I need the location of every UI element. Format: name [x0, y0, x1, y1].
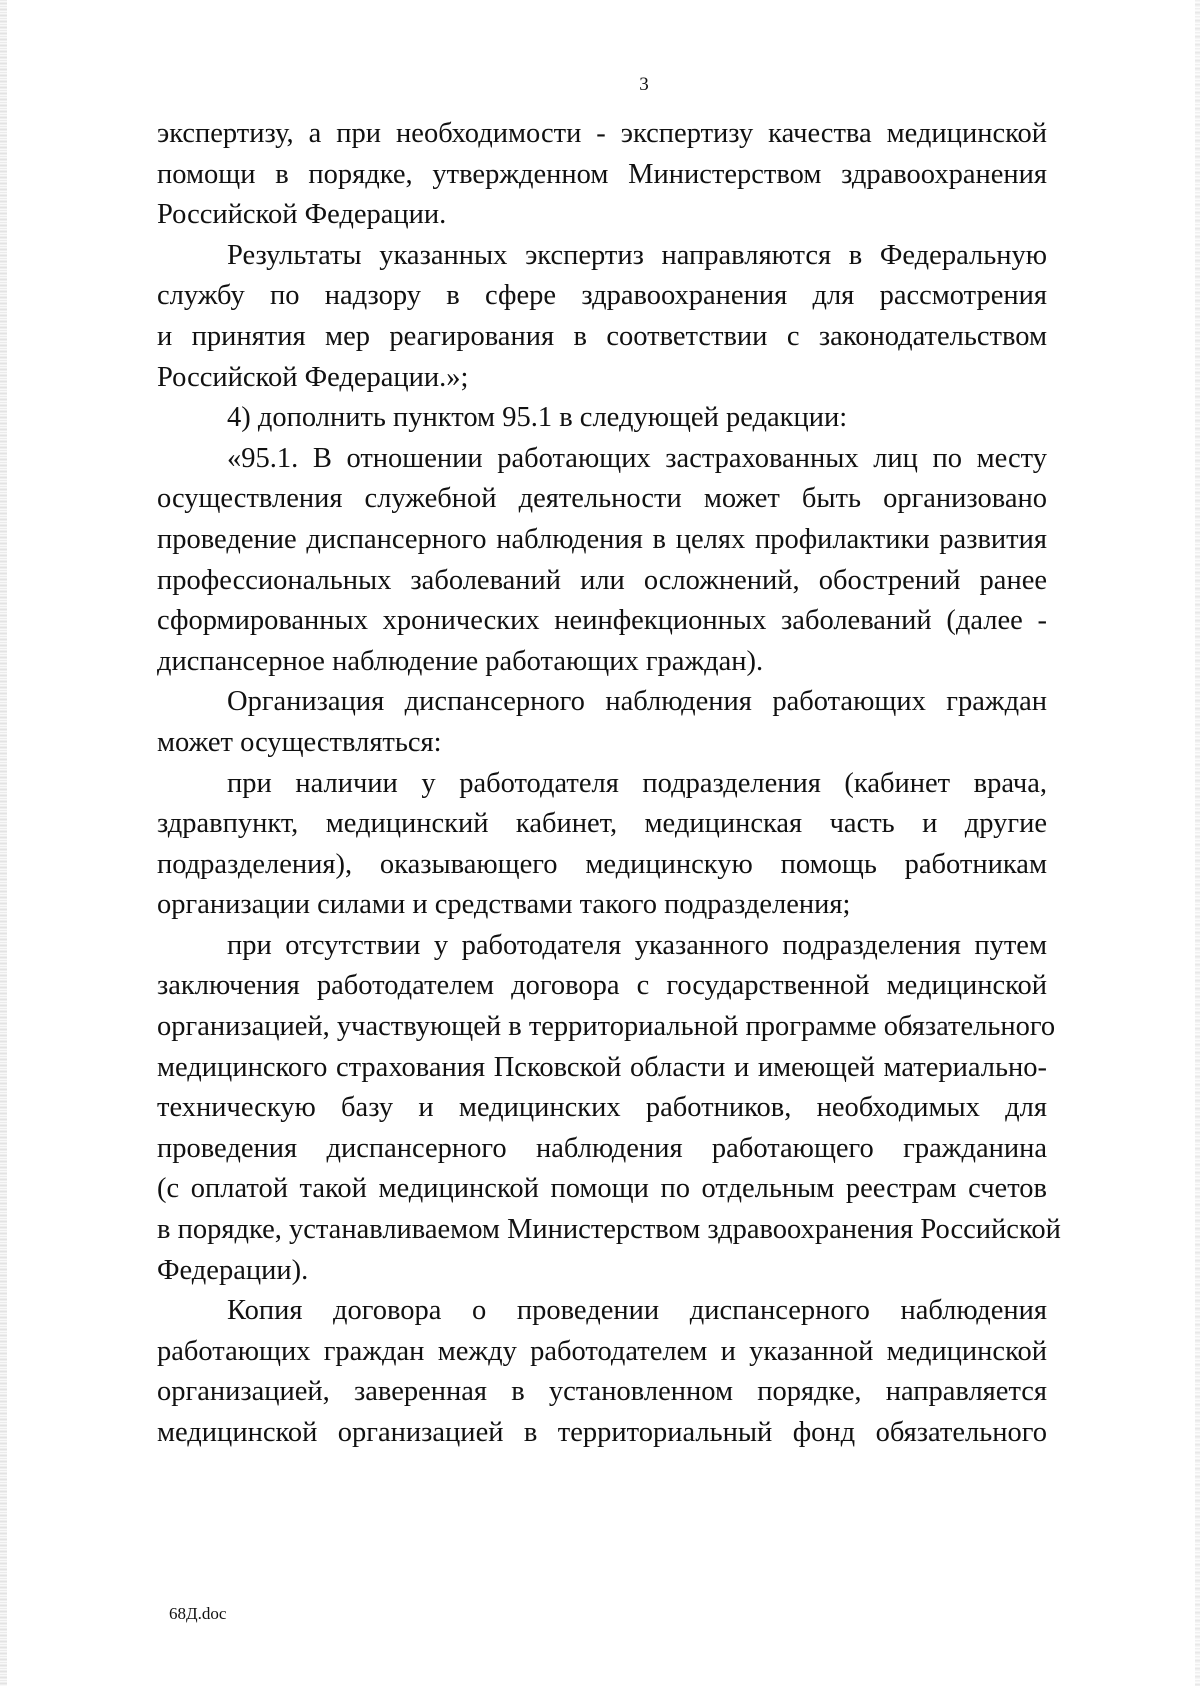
text-line: при наличии у работодателя подразделения (кабинет врача,	[227, 767, 1047, 799]
scan-edge-left	[0, 0, 7, 1686]
text-line: помощи в порядке, утвержденном Министерством здравоохранения	[157, 158, 1047, 190]
paragraph-5	[157, 682, 1047, 763]
text-line: Организация диспансерного наблюдения работающих граждан	[227, 686, 1047, 718]
text-line: службу по надзору в сфере здравоохранения для рассмотрения	[157, 280, 1047, 312]
text-line: проведения диспансерного наблюдения работающего гражданина	[157, 1132, 1047, 1164]
text-line: техническую базу и медицинских работников, необходимых для	[157, 1092, 1047, 1124]
text-line: заключения работодателем договора с государственной медицинской	[157, 970, 1047, 1002]
footer-filename: 68Д.doc	[169, 1604, 227, 1623]
text-line: организацией, заверенная в установленном порядке, направляется	[157, 1376, 1047, 1408]
paragraph-3	[157, 398, 1047, 439]
page-number: 3	[639, 74, 649, 95]
text-line: может осуществляться:	[157, 726, 442, 758]
paragraph-4	[157, 439, 1047, 683]
text-line: медицинского страхования Псковской области и имеющей материально-	[157, 1051, 1047, 1083]
scan-edge-right	[1195, 0, 1200, 1686]
text-line: сформированных хронических неинфекционных заболеваний (далее -	[157, 605, 1047, 637]
paragraph-8	[157, 1291, 1047, 1453]
text-line: проведение диспансерного наблюдения в целях профилактики развития	[157, 523, 1047, 555]
paragraph-1	[157, 114, 1047, 236]
text-line: профессиональных заболеваний или осложнений, обострений ранее	[157, 564, 1047, 596]
text-line: 4) дополнить пунктом 95.1 в следующей редакции:	[227, 402, 848, 434]
text-line: подразделения), оказывающего медицинскую помощь работникам	[157, 848, 1047, 880]
text-line: в порядке, устанавливаемом Министерством здравоохранения Российской	[157, 1214, 1061, 1246]
paragraph-2	[157, 236, 1047, 398]
text-line: (с оплатой такой медицинской помощи по отдельным реестрам счетов	[157, 1173, 1047, 1205]
text-line: организацией, участвующей в территориальной программе обязательного	[157, 1011, 1056, 1043]
text-line: медицинской организацией в территориальный фонд обязательного	[157, 1417, 1047, 1448]
text-line: организации силами и средствами такого подразделения;	[157, 889, 851, 921]
text-line: Копия договора о проведении диспансерного наблюдения	[227, 1295, 1047, 1327]
text-line: Федерации).	[157, 1254, 309, 1286]
text-line: Результаты указанных экспертиз направляются в Федеральную	[227, 239, 1047, 271]
text-line: при отсутствии у работодателя указанного подразделения путем	[227, 929, 1047, 961]
text-line: экспертизу, а при необходимости - экспертизу качества медицинской	[157, 118, 1047, 149]
text-line: работающих граждан между работодателем и указанной медицинской	[157, 1335, 1047, 1367]
text-line: здравпункт, медицинский кабинет, медицинская часть и другие	[157, 808, 1047, 840]
paragraph-7	[157, 926, 1061, 1291]
text-line: Российской Федерации.»;	[157, 361, 469, 393]
text-line: и принятия мер реагирования в соответствии с законодательством	[157, 320, 1047, 352]
text-line: «95.1. В отношении работающих застрахованных лиц по месту	[227, 442, 1047, 474]
document-body	[157, 114, 1061, 1454]
text-line: диспансерное наблюдение работающих граждан).	[157, 645, 764, 677]
text-line: осуществления служебной деятельности может быть организовано	[157, 483, 1047, 515]
text-line: Российской Федерации.	[157, 199, 447, 231]
paragraph-6	[157, 764, 1047, 926]
